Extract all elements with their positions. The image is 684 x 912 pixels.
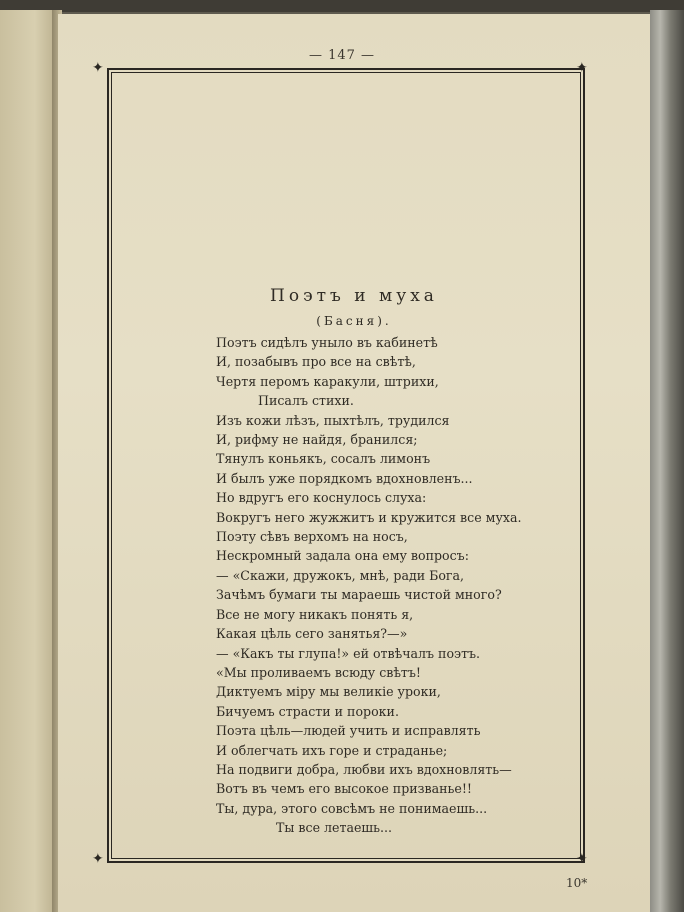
poem-line: Бичуемъ страсти и пороки. — [216, 703, 399, 719]
poem-line: Изъ кожи лѣзъ, пыхтѣлъ, трудился — [216, 412, 450, 428]
poem-line: И, рифму не найдя, бранился; — [216, 432, 418, 448]
poem-line: Вокругъ него жужжитъ и кружится все муха. — [216, 509, 522, 525]
poem-line: Поэтъ сидѣлъ уныло въ кабинетѣ — [216, 335, 438, 350]
page-number: — 147 — — [308, 48, 376, 63]
poem-line: На подвиги добра, любви ихъ вдохновлять— — [216, 761, 512, 777]
poem-line: — «Какъ ты глупа!» ей отвѣчалъ поэтъ. — [216, 645, 481, 661]
poem-line: И былъ уже порядкомъ вдохновленъ... — [216, 470, 473, 486]
poem-body — [216, 333, 522, 838]
poem-line: И, позабывъ про все на свѣтѣ, — [216, 354, 416, 370]
poem-line: Какая цѣль сего занятья?—» — [216, 626, 408, 642]
poem-line: «Мы проливаемъ всюду свѣтъ! — [216, 664, 421, 680]
poem-line: Диктуемъ міру мы великіе уроки, — [216, 684, 441, 700]
corner-ornament-bottom-left: ✦ — [92, 851, 104, 867]
poem-line: Все не могу никакъ понять я, — [216, 606, 414, 622]
poem-line: Чертя перомъ каракули, штрихи, — [216, 373, 439, 389]
book-cover-edge — [650, 10, 684, 912]
poem-line: Нескромный задала она ему вопросъ: — [216, 548, 469, 564]
poem-line: Писалъ стихи. — [258, 393, 354, 409]
poem-line: — «Скажи, дружокъ, мнѣ, ради Бога, — [216, 567, 465, 583]
poem-line: Вотъ въ чемъ его высокое призванье!! — [216, 781, 472, 797]
poem-line: Поэта цѣль—людей учить и исправлять — [216, 723, 481, 739]
poem-title: Поэтъ и муха — [270, 286, 438, 306]
corner-ornament-bottom-right: ✦ — [576, 851, 588, 867]
poem-line: Но вдругъ его коснулось слуха: — [216, 490, 427, 506]
poem-line: Тянулъ коньякъ, сосалъ лимонъ — [216, 451, 431, 467]
book-spine-top — [0, 0, 684, 12]
poem-line: Зачѣмъ бумаги ты мараешь чистой много? — [216, 587, 502, 603]
poem-line: И облегчать ихъ горе и страданье; — [216, 742, 448, 758]
printer-signature-mark: 10* — [566, 876, 588, 890]
poem-line: Поэту сѣвъ верхомъ на носъ, — [216, 529, 408, 545]
poem-subtitle: (Басня). — [316, 314, 392, 328]
corner-ornament-top-right: ✦ — [576, 60, 588, 76]
poem-line: Ты, дура, этого совсѣмъ не понимаешь... — [216, 800, 488, 816]
facing-page-edge — [0, 10, 58, 912]
poem-line: Ты все летаешь... — [276, 820, 392, 836]
corner-ornament-top-left: ✦ — [92, 60, 104, 76]
